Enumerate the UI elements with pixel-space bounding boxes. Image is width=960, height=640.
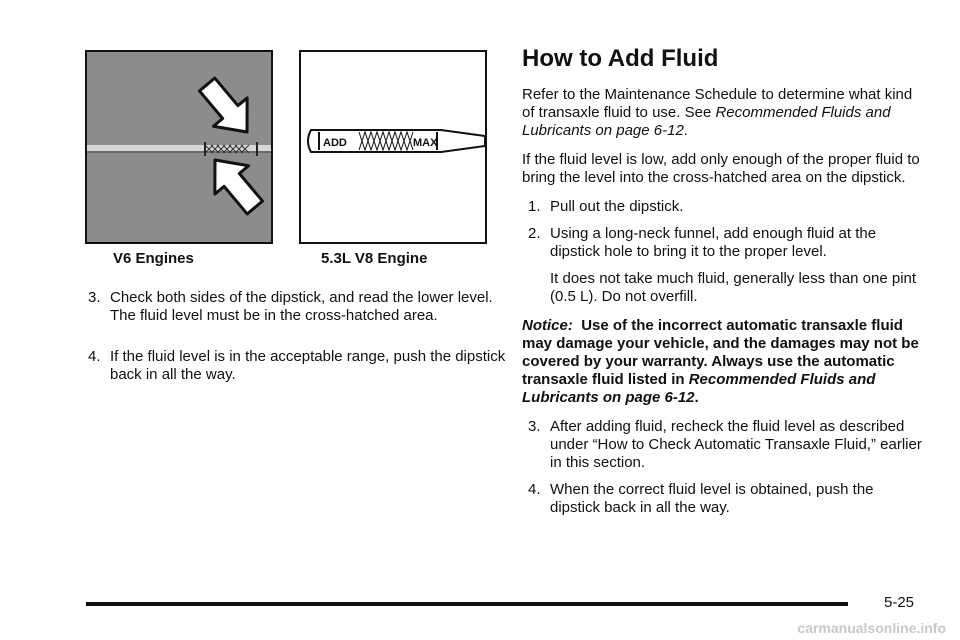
- list-item: [528, 225, 927, 261]
- v6-figure-caption: V6 Engines: [113, 250, 194, 267]
- page-number: 5-25: [884, 594, 915, 611]
- step-text: When the correct fluid level is obtained, push the dipstick back in all the way.: [550, 481, 874, 516]
- intro-end: .: [683, 122, 688, 139]
- step-text: Pull out the dipstick.: [550, 198, 684, 215]
- list-item: [528, 481, 927, 517]
- watermark: carmanualsonline.info: [797, 620, 946, 636]
- step-text: After adding fluid, recheck the fluid level as described under “How to Check Automatic Transaxle Fluid,” earlier in this section.: [550, 418, 922, 471]
- fluids-reference-link[interactable]: Recommended Fluids and Lubricants on page 6-12: [522, 104, 891, 139]
- notice-paragraph: [522, 317, 927, 407]
- step-number: 3.: [88, 289, 101, 306]
- step-number: 2.: [528, 225, 541, 242]
- notice-text: Use of the incorrect automatic transaxle fluid may damage your vehicle, and the damages may not be covered by your warranty. Always use the automatic transaxle fluid listed in: [522, 317, 919, 388]
- step-text: Using a long-neck funnel, add enough fluid at the dipstick hole to bring it to the proper level.: [550, 225, 877, 260]
- add-mark-label: ADD: [323, 137, 347, 149]
- notice-end: .: [694, 389, 699, 406]
- v8-figure-caption: 5.3L V8 Engine: [321, 250, 428, 267]
- step-number: 1.: [528, 198, 541, 215]
- v6-dipstick-drawing: [87, 52, 271, 242]
- list-item: [88, 289, 508, 325]
- low-level-paragraph: If the fluid level is low, add only enough of the proper fluid to bring the level into the cross-hatched area on the dipstick.: [522, 151, 920, 186]
- v8-dipstick-drawing: [301, 52, 485, 242]
- list-item: [528, 198, 927, 216]
- step-text: Check both sides of the dipstick, and read the lower level. The fluid level must be in the cross-hatched area.: [110, 289, 493, 324]
- notice-label: Notice:: [522, 317, 573, 334]
- v8-dipstick-illustration: [299, 50, 487, 244]
- add-fluid-section: [522, 44, 927, 526]
- max-mark-label: MAX: [413, 137, 438, 149]
- intro-paragraph: [522, 86, 927, 140]
- footer-divider: [86, 602, 848, 606]
- step-number: 4.: [88, 348, 101, 365]
- step-text: If the fluid level is in the acceptable range, push the dipstick back in all the way.: [110, 348, 506, 383]
- intro-text: Refer to the Maintenance Schedule to determine what kind of transaxle fluid to use. See: [522, 86, 913, 121]
- step-number: 4.: [528, 481, 541, 498]
- notice-reference-link[interactable]: Recommended Fluids and Lubricants on page 6-12: [522, 371, 876, 406]
- step-number: 3.: [528, 418, 541, 435]
- list-item: [528, 418, 927, 472]
- overfill-note: It does not take much fluid, generally less than one pint (0.5 L). Do not overfill.: [550, 270, 917, 305]
- section-title: How to Add Fluid: [522, 45, 719, 72]
- list-item: [88, 348, 508, 384]
- v6-dipstick-illustration: [85, 50, 273, 244]
